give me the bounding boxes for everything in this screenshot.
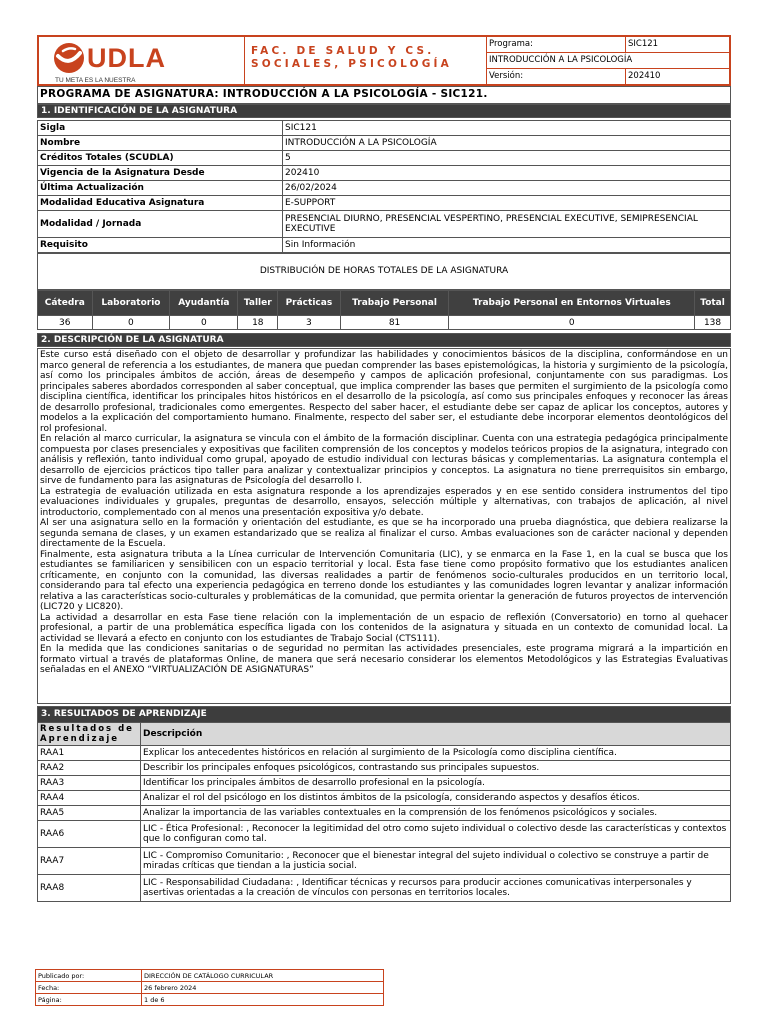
ident-value: E-SUPPORT bbox=[283, 196, 731, 211]
hours-header: Taller bbox=[238, 291, 278, 316]
description-paragraph: La estrategia de evaluación utilizada en esta asignatura responde a los aprendizajes esperados y en ese sentido considera instrumentos del tipo evaluaciones individuales y grupales, preguntas de desarrollo, ensayos, selección múltiple y alternativas, con trabajos de aplicación, al nivel introductorio, complementado con al menos una presentación expositiva y/o debate. bbox=[40, 486, 728, 518]
hours-header: Laboratorio bbox=[92, 291, 170, 316]
ident-value: Sin Información bbox=[283, 238, 731, 253]
outcome-code: RAA1 bbox=[38, 746, 141, 761]
ident-label: Sigla bbox=[38, 121, 283, 136]
hours-value: 18 bbox=[238, 316, 278, 330]
outcome-row bbox=[38, 848, 731, 875]
footer-row bbox=[36, 994, 384, 1006]
footer-value: 1 de 6 bbox=[142, 994, 384, 1006]
outcome-row bbox=[38, 791, 731, 806]
section-heading-identification: 1. IDENTIFICACIÓN DE LA ASIGNATURA bbox=[37, 104, 731, 118]
hours-value: 138 bbox=[695, 316, 731, 330]
hours-header: Prácticas bbox=[278, 291, 341, 316]
udla-logo bbox=[47, 39, 197, 85]
ident-value: 5 bbox=[283, 151, 731, 166]
faculty-cell bbox=[245, 37, 487, 84]
meta-key: Versión: bbox=[487, 69, 626, 84]
hours-value: 0 bbox=[449, 316, 695, 330]
hours-header: Ayudantía bbox=[170, 291, 238, 316]
ident-label: Vigencia de la Asignatura Desde bbox=[38, 166, 283, 181]
ident-value: 26/02/2024 bbox=[283, 181, 731, 196]
hours-table bbox=[37, 290, 731, 330]
ident-label: Última Actualización bbox=[38, 181, 283, 196]
description-paragraph: En relación al marco curricular, la asignatura se vincula con el ámbito de la formación disciplinar. Cuenta con una estrategia pedagógica principalmente compuesta por clases presenciales y expositivas que faciliten comprensión de los conceptos y modelos teóricos propios de la asignatura, integrado con análisis y reflexión, tanto individual como grupal, apoyado de estudio individual con lecturas básicas y complementarias. La asignatura contempla el desarrollo de ejercicios prácticos tipo taller para analizar y contextualizar principios y conceptos. La asignatura no tiene prerrequisitos sin embargo, sirve de fundamento para las asignaturas de Psicología del desarrollo I. bbox=[40, 434, 728, 486]
hours-value: 3 bbox=[278, 316, 341, 330]
outcome-description: LIC - Responsabilidad Ciudadana: , Identificar técnicas y recursos para producir acciones comunicativas interpersonales y asertivas orientadas a la creación de vínculos con personas en territorios locales. bbox=[141, 875, 731, 902]
logo-cell bbox=[39, 37, 245, 84]
footer-value: DIRECCIÓN DE CATÁLOGO CURRICULAR bbox=[142, 970, 384, 982]
outcome-description: Explicar los antecedentes históricos en relación al surgimiento de la Psicología como disciplina científica. bbox=[141, 746, 731, 761]
hours-header: Cátedra bbox=[38, 291, 93, 316]
footer-value: 26 febrero 2024 bbox=[142, 982, 384, 994]
publication-footer bbox=[35, 969, 384, 1006]
meta-value: SIC121 bbox=[628, 39, 659, 49]
meta-key: Programa: bbox=[487, 37, 626, 52]
outcome-code: RAA8 bbox=[38, 875, 141, 902]
ident-label: Modalidad Educativa Asignatura bbox=[38, 196, 283, 211]
hours-value: 0 bbox=[170, 316, 238, 330]
outcome-code: RAA7 bbox=[38, 848, 141, 875]
outcome-description: LIC - Ética Profesional: , Reconocer la legitimidad del otro como sujeto individual o colectivo desde las características y contextos que lo configuran como tal. bbox=[141, 821, 731, 848]
footer-row bbox=[36, 970, 384, 982]
meta-row-version bbox=[487, 69, 729, 84]
hours-header: Trabajo Personal bbox=[340, 291, 449, 316]
ident-row bbox=[38, 121, 731, 136]
outcome-row bbox=[38, 761, 731, 776]
ident-label: Modalidad / Jornada bbox=[38, 211, 283, 238]
outcome-row bbox=[38, 746, 731, 761]
identification-table bbox=[37, 120, 731, 253]
outcome-row bbox=[38, 806, 731, 821]
document-header bbox=[37, 35, 731, 86]
page-title: PROGRAMA DE ASIGNATURA: INTRODUCCIÓN A LA PSICOLOGÍA - SIC121. bbox=[37, 86, 731, 104]
col-header-code: Resultados de Aprendizaje bbox=[38, 723, 141, 746]
course-description bbox=[37, 348, 731, 704]
program-meta bbox=[487, 37, 729, 84]
section-heading-learning-outcomes: 3. RESULTADOS DE APRENDIZAJE bbox=[37, 706, 731, 723]
outcome-code: RAA3 bbox=[38, 776, 141, 791]
outcome-row bbox=[38, 875, 731, 902]
outcome-description: Identificar los principales ámbitos de desarrollo profesional en la psicología. bbox=[141, 776, 731, 791]
outcome-description: Analizar el rol del psicólogo en los distintos ámbitos de la psicología, considerando aspectos y desafíos éticos. bbox=[141, 791, 731, 806]
footer-key: Página: bbox=[36, 994, 142, 1006]
hours-header: Total bbox=[695, 291, 731, 316]
hours-distribution-title: DISTRIBUCIÓN DE HORAS TOTALES DE LA ASIGNATURA bbox=[37, 253, 731, 290]
ident-value: SIC121 bbox=[283, 121, 731, 136]
outcome-code: RAA5 bbox=[38, 806, 141, 821]
description-paragraph: La actividad a desarrollar en esta Fase tiene relación con la implementación de un espacio de reflexión (Conversatorio) en torno al quehacer profesional, a partir de una problemática específica ligada con los contenidos de la asignatura y situada en un contexto de comunidad local. La actividad se llevará a efecto en conjunto con los estudiantes de Trabajo Social (CTS111). bbox=[40, 612, 728, 644]
hours-value: 0 bbox=[92, 316, 170, 330]
outcome-description: Analizar la importancia de las variables contextuales en la comprensión de los fenómenos psicológicos y sociales. bbox=[141, 806, 731, 821]
ident-row bbox=[38, 211, 731, 238]
ident-row bbox=[38, 166, 731, 181]
faculty-name: FAC. DE SALUD Y CS. SOCIALES, PSICOLOGÍA bbox=[251, 45, 452, 70]
meta-row-program bbox=[487, 37, 729, 53]
col-header-description: Descripción bbox=[141, 723, 731, 746]
section-heading-description: 2. DESCRIPCIÓN DE LA ASIGNATURA bbox=[37, 333, 731, 347]
ident-row bbox=[38, 151, 731, 166]
meta-key: INTRODUCCIÓN A LA PSICOLOGÍA bbox=[489, 55, 633, 65]
description-paragraph: En la medida que las condiciones sanitarias o de seguridad no permitan las actividades presenciales, este programa migrará a la impartición en formato virtual a través de plataformas Online, de manera que será necesario considerar los elementos Metodológicos y las Estrategias Evaluativas señaladas en el ANEXO “VIRTUALIZACIÓN DE ASIGNATURAS” bbox=[40, 644, 728, 675]
footer-key: Publicado por: bbox=[36, 970, 142, 982]
outcome-code: RAA2 bbox=[38, 761, 141, 776]
learning-outcomes-table bbox=[37, 722, 731, 902]
logo-tagline: TU META ES LA NUESTRA bbox=[55, 77, 136, 84]
meta-row-name bbox=[487, 53, 729, 69]
outcome-row bbox=[38, 776, 731, 791]
ident-value: INTRODUCCIÓN A LA PSICOLOGÍA bbox=[283, 136, 731, 151]
ident-value: 202410 bbox=[283, 166, 731, 181]
description-paragraph: Este curso está diseñado con el objeto de desarrollar y profundizar las habilidades y conocimientos básicos de la disciplina, conformándose en un marco general de referencia a los estudiantes, de manera que puedan comprender las bases epistemológicas, la historia y surgimiento de la psicología, así como los principales ámbitos de acción, áreas de desempeño y campos de aplicación profesional, conjuntamente con sus paradigmas. Los principales saberes abordados corresponden al saber conceptual, que implica comprender las bases que permiten el surgimiento de la psicología como disciplina científica, identificar los principales hitos históricos en el desarrollo de la psicología, así como sus principales enfoques y reconocer las áreas de desarrollo profesional, tradicionales como emergentes. Respecto del saber hacer, el estudiante debe ser capaz de aplicar los conceptos, autores y modelos a la explicación del comportamiento humano. Finalmente, respecto del saber ser, el estudiante debe incorporar elementos deontológicos del rol profesional. bbox=[40, 350, 728, 434]
ident-row bbox=[38, 196, 731, 211]
outcome-description: Describir los principales enfoques psicológicos, contrastando sus principales supuestos. bbox=[141, 761, 731, 776]
ident-label: Créditos Totales (SCUDLA) bbox=[38, 151, 283, 166]
outcome-description: LIC - Compromiso Comunitario: , Reconocer que el bienestar integral del sujeto individual o colectivo se construye a partir de miradas críticas que tiendan a la justicia social. bbox=[141, 848, 731, 875]
meta-value: 202410 bbox=[628, 71, 661, 81]
ident-row bbox=[38, 181, 731, 196]
description-paragraph: Finalmente, esta asignatura tributa a la Línea curricular de Intervención Comunitaria (LIC), y se enmarca en la Fase 1, en la cual se busca que los estudiantes se familiaricen y sensibilicen con un espacio territorial y local. Esta fase tiene como propósito formativo que los estudiantes analicen críticamente, en conjunto con la comunidad, las diversas realidades a partir de fenómenos socio-culturales producidos en un territorio local, considerando para tal efecto una experiencia pedagógica en terreno donde los estudiantes y las comunidades logren levantar y analizar información relativa a las características socio-culturales y problemáticas de la comunidad, que permita orientar la generación de futuros proyectos de intervención (LIC720 y LIC820). bbox=[40, 549, 728, 612]
ident-row bbox=[38, 136, 731, 151]
ident-row bbox=[38, 238, 731, 253]
hours-header: Trabajo Personal en Entornos Virtuales bbox=[449, 291, 695, 316]
outcome-code: RAA4 bbox=[38, 791, 141, 806]
outcome-code: RAA6 bbox=[38, 821, 141, 848]
hours-value: 81 bbox=[340, 316, 449, 330]
ident-label: Nombre bbox=[38, 136, 283, 151]
footer-key: Fecha: bbox=[36, 982, 142, 994]
description-paragraph: Al ser una asignatura sello en la formación y orientación del estudiante, es que se ha incorporado una prueba diagnóstica, que debiera realizarse la segunda semana de clases, y un examen estandarizado que se realiza al finalizar el curso. Ambas evaluaciones son de carácter nacional y dependen directamente de la Escuela. bbox=[40, 518, 728, 549]
footer-row bbox=[36, 982, 384, 994]
ident-label: Requisito bbox=[38, 238, 283, 253]
outcome-row bbox=[38, 821, 731, 848]
logo-wordmark: UDLA bbox=[87, 43, 166, 73]
hours-value: 36 bbox=[38, 316, 93, 330]
ident-value: PRESENCIAL DIURNO, PRESENCIAL VESPERTINO, PRESENCIAL EXECUTIVE, SEMIPRESENCIAL EXECUTIVE bbox=[283, 211, 731, 238]
